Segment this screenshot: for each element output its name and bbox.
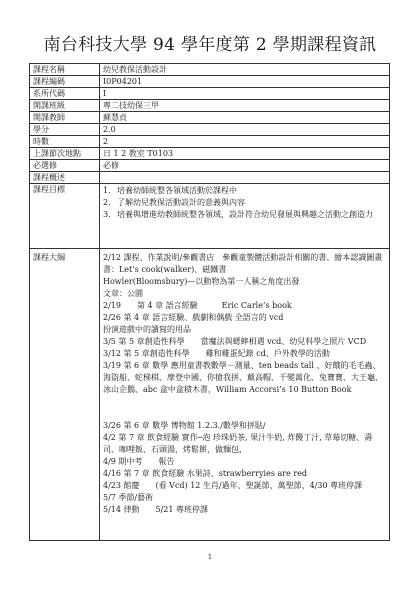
outline-line: 4/2 第 7 章 飲食經驗 實作─泡 珍珠奶茶, 果汁牛奶, 炸饅丁汁, 草莓切糖、壽司、咖哩飯、石頭湯，烤鬆餅，做麵包， bbox=[103, 433, 373, 454]
table-row bbox=[30, 64, 390, 76]
goal-text: 培養幼師統整各領域活動於課程中 bbox=[117, 186, 237, 195]
row-value: 2.0 bbox=[100, 124, 390, 136]
goal-text: 了解幼兒教保活動設計的意義與內容 bbox=[117, 198, 245, 207]
outline-line: 2/19 第 4 章 語言經驗 Eric Carle’s book bbox=[103, 301, 292, 310]
course-info-table bbox=[29, 63, 390, 541]
table-row bbox=[30, 112, 390, 124]
outline-line: 3/12 第 5 章創造性科學 雞和雞蛋紀錄 cd、戶外教學的活動 bbox=[103, 349, 330, 358]
page-title: 南台科技大學 94 學年度第 2 學期課程資訊 bbox=[43, 35, 377, 55]
outline-line: 2/26 第 4 章 語言經驗、戲劇和偶戲 全語言的 vcd bbox=[103, 313, 284, 322]
table-row bbox=[30, 124, 390, 136]
outline-line: 文章：公園 bbox=[103, 289, 143, 298]
row-value: 專二技幼保三甲 bbox=[100, 100, 390, 112]
outline-cell bbox=[100, 249, 390, 541]
row-label: 系所代碼 bbox=[30, 88, 100, 100]
row-label: 必選修 bbox=[30, 160, 100, 172]
row-label: 課程編碼 bbox=[30, 76, 100, 88]
row-label: 課程概述 bbox=[30, 172, 100, 184]
row-label: 時數 bbox=[30, 136, 100, 148]
row-value bbox=[100, 172, 390, 184]
outline-line: 5/7 季節/藝術 bbox=[103, 493, 154, 502]
goal-number: 1. bbox=[103, 186, 111, 195]
goal-text: 培養與增進幼教師統整各領域，設計符合幼兒發展與興趣之活動之創造力 bbox=[117, 210, 373, 219]
table-row bbox=[30, 88, 390, 100]
row-value: 必修 bbox=[100, 160, 390, 172]
row-value: I bbox=[100, 88, 390, 100]
row-value: 蘇慧貞 bbox=[100, 112, 390, 124]
row-label: 學分 bbox=[30, 124, 100, 136]
goals-list bbox=[103, 185, 386, 221]
row-value: 幼兒教保活動設計 bbox=[100, 64, 390, 76]
outline-row bbox=[30, 249, 390, 541]
goal-number: 2. bbox=[103, 198, 111, 207]
page-number: 1 bbox=[207, 553, 213, 561]
row-value: 2 bbox=[100, 136, 390, 148]
table-row bbox=[30, 76, 390, 88]
outline-line: 3/26 第 6 章 數學 博物館 1.2.3./數學和拼貼/ bbox=[103, 421, 266, 430]
table-row bbox=[30, 172, 390, 184]
table-row bbox=[30, 100, 390, 112]
table-row bbox=[30, 148, 390, 160]
goals-label: 課程目標 bbox=[30, 184, 100, 249]
goal-item bbox=[103, 185, 386, 197]
goals-cell bbox=[100, 184, 390, 249]
row-label: 開課班級 bbox=[30, 100, 100, 112]
row-label: 課程名稱 bbox=[30, 64, 100, 76]
goal-number: 3. bbox=[103, 210, 111, 219]
outline-line: 5/14 律動 5/21 專班停課 bbox=[103, 505, 209, 514]
outline-line: 4/23 館慶 (看 Vcd) 12 生肖/過年、聖誕節、萬聖節、4/30 專班停課 bbox=[103, 481, 363, 490]
outline-line: 2/12 課程、作業說明/參觀書店 參觀童製體活動設計相關的書、繪本認識圖畫書：Let’s cook(walker)、磁鐵書 bbox=[103, 253, 383, 274]
row-value: I0P04201 bbox=[100, 76, 390, 88]
outline-line: 4/9 期中考 報告 bbox=[103, 457, 175, 466]
outline-line: Howler(Bloomsbury)—以動物為第一人稱之角度出發 bbox=[103, 277, 300, 286]
row-label: 上課節次地點 bbox=[30, 148, 100, 160]
outline-spacer bbox=[103, 396, 386, 420]
outline-line: 3/5 第 5 章創造性科學 當魔法與蟋蟀相遇 vcd、幼兒科學之照片 VCD bbox=[103, 337, 367, 346]
outline-label: 課程大綱 bbox=[30, 249, 100, 541]
outline-line: 4/16 第 7 章 飲食經驗 水果詩、strawberryies are red bbox=[103, 469, 308, 478]
row-label: 開課教師 bbox=[30, 112, 100, 124]
goal-item bbox=[103, 209, 386, 221]
outline-line: 3/19 第 6 章 數學 應用童書教數學－測量、ten beads tall 、好餓的毛毛蟲、海盜船、蛇梯棋、摩登中國、你搶我拼、戴高帽、千變萬化、兔寶寶、大王龜、冰山企鵝、abc 盒中盒積木書，William Accorsi’s 10 Button Book bbox=[103, 361, 383, 394]
row-value: 日 1 2 教室 T0103 bbox=[100, 148, 390, 160]
goal-item bbox=[103, 197, 386, 209]
outline-line: 扮演遊戲中的讀寫的用品 bbox=[103, 325, 191, 334]
table-row bbox=[30, 160, 390, 172]
goals-row bbox=[30, 184, 390, 249]
table-row bbox=[30, 136, 390, 148]
